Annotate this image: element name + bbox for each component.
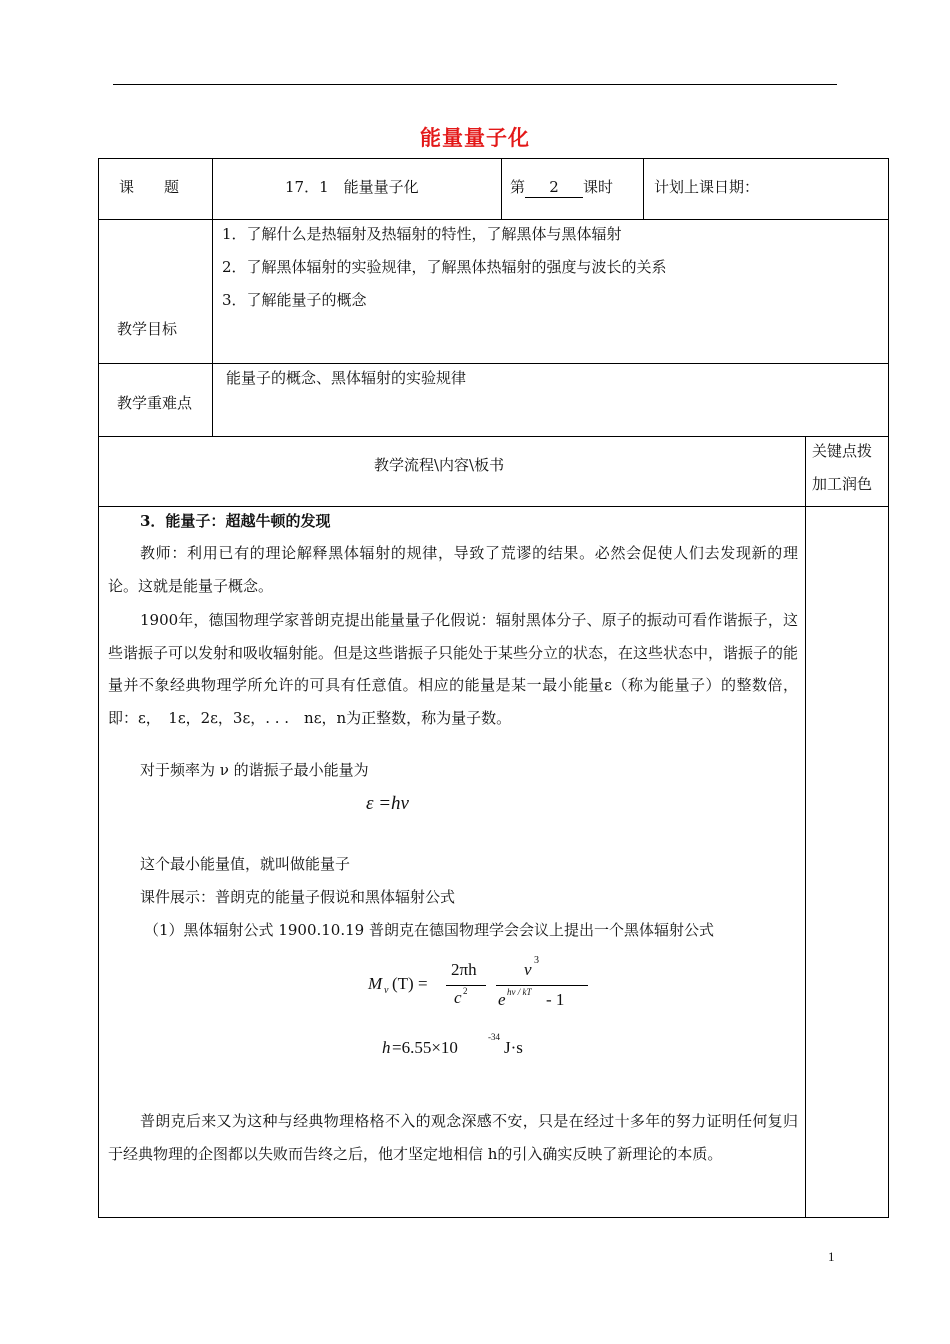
table-rule xyxy=(98,219,889,220)
content-paragraph xyxy=(108,604,798,734)
paragraph-text: 1900年，德国物理学家普朗克提出能量量子化假说：辐射黑体分子、原子的振动可看作谐振子，这些谐振子可以发射和吸收辐射能。但是这些谐振子只能处于某些分立的状态，在这些状态中，谐振子的能量并不象经典物理学所允许的可具有任意值。相应的能量是某一最小能量ε（称为能量子）的整数倍，即：ε， 1ε，2ε，3ε，. . . nε，n为正整数，称为量子数。 xyxy=(108,611,799,727)
frac1-den: c xyxy=(454,988,462,1007)
content-paragraph: 对于频率为 ν 的谐振子最小能量为 xyxy=(140,761,369,779)
period-suffix: 课时 xyxy=(583,178,614,196)
document-title: 能量量子化 xyxy=(420,126,530,150)
table-rule xyxy=(501,158,502,219)
objective-item: 3．了解能量子的概念 xyxy=(222,291,367,309)
table-rule xyxy=(805,436,806,1218)
content-paragraph xyxy=(108,1105,798,1170)
fraction-bar xyxy=(496,985,588,986)
paragraph-text: 普朗克后来又为这种与经典物理格格不入的观念深感不安，只是在经过十多年的努力证明任何复归于经典物理的企图都以失败而告终之后，他才坚定地相信 h的引入确实反映了新理论的本质。 xyxy=(108,1112,798,1163)
formula-energy-quantum: ε =hν xyxy=(366,793,409,814)
constant-symbol: h xyxy=(382,1038,391,1057)
objectives-label: 教学目标 xyxy=(117,320,178,338)
frac2-den-tail: - 1 xyxy=(546,990,565,1009)
key-points-text: 能量子的概念、黑体辐射的实验规律 xyxy=(226,369,467,387)
frac2-num-sup: 3 xyxy=(534,955,539,966)
table-rule xyxy=(98,436,889,437)
formula-lhs-sub: ν xyxy=(384,985,389,996)
period-field xyxy=(510,177,613,198)
formula-planck-constant xyxy=(382,1032,582,1060)
table-rule xyxy=(98,506,889,507)
formula-lhs: M xyxy=(368,974,383,993)
objective-item: 2．了解黑体辐射的实验规律，了解黑体热辐射的强度与波长的关系 xyxy=(222,258,667,276)
constant-exponent: -34 xyxy=(488,1032,500,1042)
period-value: 2 xyxy=(525,177,583,198)
frac2-num: ν xyxy=(524,960,532,979)
frac1-den-sup: 2 xyxy=(463,986,468,996)
section-heading: 3．能量子：超越牛顿的发现 xyxy=(140,512,331,530)
header-rule xyxy=(113,84,837,85)
period-prefix: 第 xyxy=(510,178,526,196)
table-rule xyxy=(98,363,889,364)
lesson-title: 17．1 能量量子化 xyxy=(285,178,419,196)
topic-label: 课 题 xyxy=(119,178,180,196)
plan-date-label: 计划上课日期： xyxy=(654,178,760,196)
formula-planck xyxy=(366,955,626,1018)
paragraph-text: 教师：利用已有的理论解释黑体辐射的规律，导致了荒谬的结果。必然会促使人们去发现新的理论。这就是能量子概念。 xyxy=(108,544,798,595)
frac2-den: e xyxy=(498,990,506,1009)
formula-lhs-arg: (T) = xyxy=(392,974,428,993)
page-number: 1 xyxy=(828,1249,835,1264)
key-points-label: 教学重难点 xyxy=(117,394,193,412)
table-rule xyxy=(643,158,644,219)
objective-item: 1．了解什么是热辐射及热辐射的特性，了解黑体与黑体辐射 xyxy=(222,225,622,243)
constant-unit: J·s xyxy=(504,1038,523,1057)
flow-header-main: 教学流程\内容\板书 xyxy=(374,456,505,474)
flow-header-side: 加工润色 xyxy=(812,475,873,493)
table-rule xyxy=(212,158,213,436)
content-paragraph: （1）黑体辐射公式 1900.10.19 普朗克在德国物理学会会议上提出一个黑体辐射公式 xyxy=(144,921,714,939)
frac1-num: 2πh xyxy=(451,960,477,979)
frac2-den-sup: hν / kT xyxy=(507,987,532,997)
constant-value: =6.55×10 xyxy=(392,1038,458,1057)
flow-header-side: 关键点拨 xyxy=(812,442,873,460)
content-paragraph xyxy=(108,537,798,602)
content-paragraph: 这个最小能量值，就叫做能量子 xyxy=(140,855,351,873)
content-paragraph: 课件展示：普朗克的能量子假说和黑体辐射公式 xyxy=(140,888,456,906)
